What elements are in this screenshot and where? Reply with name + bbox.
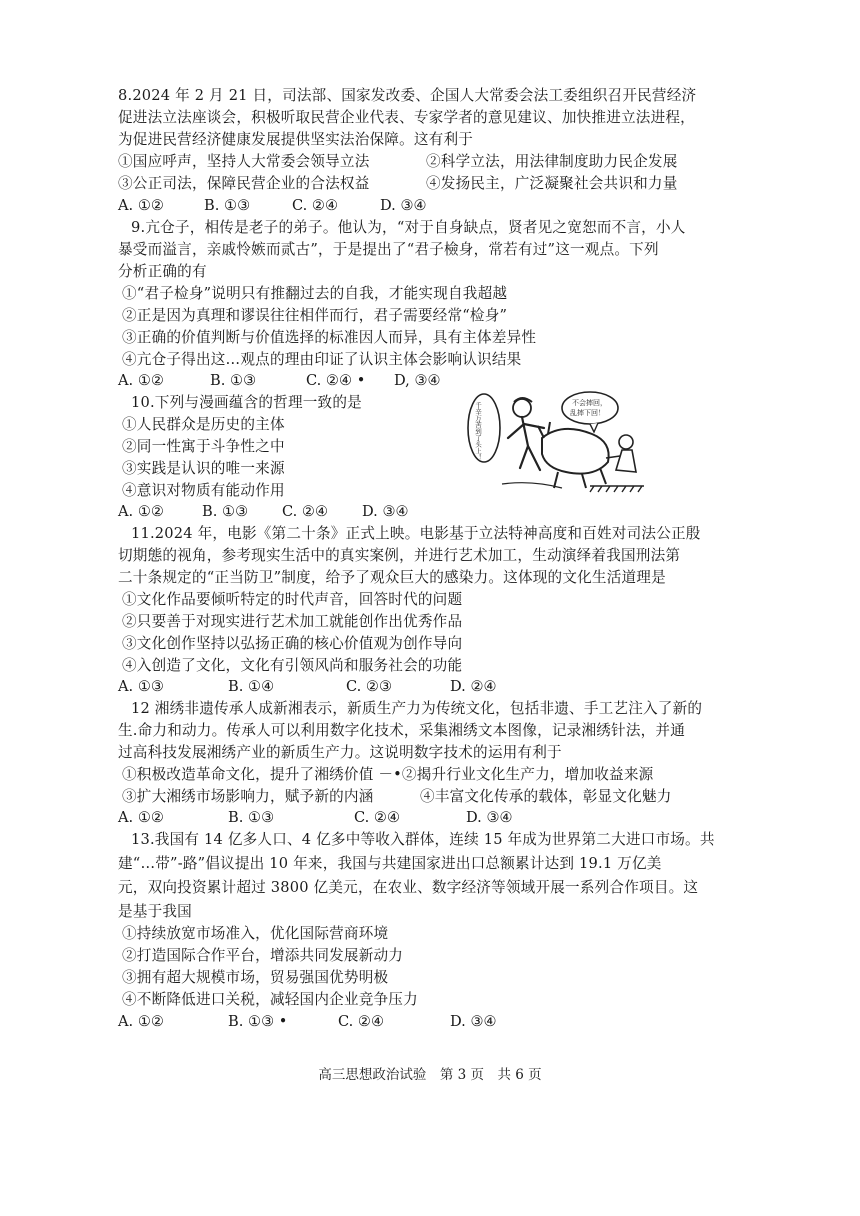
q8-option-c: C. ②④ — [292, 197, 339, 214]
q9-stem-line: 9.亢仓子，相传是老子的弟子。他认为，“对于自身缺点，贤者见之宽恕而不言，小人 — [131, 219, 686, 236]
q9-option-a: A. ①② — [118, 372, 164, 389]
q12-item: ③扩大湘绣市场影响力，赋予新的内涵 — [122, 788, 374, 805]
right-bubble-text-line2: 乱摔下回！ — [570, 409, 605, 417]
page-footer: 高三思想政治试验 第 3 页 共 6 页 — [318, 1067, 542, 1083]
left-bubble-text: 千辛万苦到了头上！ — [474, 402, 482, 461]
q10-item: ①人民群众是历史的主体 — [122, 416, 285, 433]
q8-option-b: B. ①③ — [204, 197, 251, 214]
q8-item: ①国应呼声，坚持人大常委会领导立法 — [118, 153, 370, 170]
q12-option-d: D. ③④ — [466, 809, 513, 826]
q11-item: ①文化作品要倾听特定的时代声音，回答时代的问题 — [122, 591, 463, 608]
q9-item: ②正是因为真理和谬误往往相伴而行，君子需要经常“检身” — [122, 307, 508, 324]
q12-option-c: C. ②④ — [354, 809, 401, 826]
q9-option-c: C. ②④ • — [306, 372, 366, 389]
q10-item: ③实践是认识的唯一来源 — [122, 460, 285, 477]
animal-body — [542, 429, 609, 474]
ground-line — [502, 483, 562, 488]
left-speech-bubble — [468, 394, 500, 462]
q13-option-d: D. ③④ — [450, 1013, 497, 1030]
q9-option-d: D, ③④ — [394, 372, 441, 389]
old-man-head — [619, 435, 633, 449]
bubble-tail — [590, 423, 598, 432]
q8-item: ④发扬民主，广泛凝聚社会共识和力量 — [426, 175, 678, 192]
q12-option-b: B. ①③ — [228, 809, 275, 826]
q10-item: ④意识对物质有能动作用 — [122, 482, 285, 499]
q12-option-a: A. ①② — [118, 809, 164, 826]
q10-stem: 10.下列与漫画蕴含的哲理一致的是 — [131, 394, 362, 411]
q13-item: ②打造国际合作平台，增添共同发展新动力 — [122, 947, 404, 964]
q9-item: ③正确的价值判断与价值选择的标准因人而异，具有主体差异性 — [122, 329, 537, 346]
q11-item: ④入创造了文化，文化有引领风尚和服务社会的功能 — [122, 657, 463, 674]
q11-stem-line: 11.2024 年，电影《第二十条》正式上映。电影基于立法特神高度和百姓对司法公正殷 — [131, 525, 701, 542]
q10-item: ②同一性寓于斗争性之中 — [122, 438, 285, 455]
q11-option-c: C. ②③ — [346, 678, 393, 695]
right-speech-bubble — [562, 392, 618, 424]
q13-item: ④不断降低进口关税，减轻国内企业竞争压力 — [122, 991, 418, 1008]
cartoon-svg — [462, 388, 654, 498]
cartoon-illustration — [462, 388, 654, 498]
old-man-robe — [616, 450, 636, 472]
q8-stem-line: 为促进民营经济健康发展提供坚实法治保障。这有利于 — [118, 131, 474, 148]
q11-option-a: A. ①③ — [118, 678, 164, 695]
q9-item: ④亢仓子得出这…观点的理由印证了认识主体会影响认识结果 — [122, 351, 522, 368]
q13-stem-line: 元，双向投资累计超过 3800 亿美元，在农业、数字经济等领域开展一系列合作项目。这 — [118, 879, 699, 896]
q10-option-a: A. ①② — [118, 503, 164, 520]
q9-option-b: B. ①③ — [210, 372, 257, 389]
q13-stem-line: 建“…带”-路”倡议提出 10 年来，我国与共建国家进出口总额累计达到 19.1 万亿美 — [118, 855, 662, 872]
q11-option-d: D. ②④ — [450, 678, 497, 695]
q11-option-b: B. ①④ — [228, 678, 275, 695]
q8-item: ②科学立法，用法律制度助力民企发展 — [426, 153, 678, 170]
q8-stem-line: 促进法立法座谈会，积极听取民营企业代表、专家学者的意见建议、加快推进立法进程， — [118, 109, 695, 126]
q13-option-a: A. ①② — [118, 1013, 164, 1030]
q9-stem-line: 暴受而溢言，亲戚怜嫉而贰古”，于是提出了“君子檢身，常若有过”这一观点。下列 — [118, 241, 659, 258]
q10-option-d: D. ③④ — [362, 503, 409, 520]
q8-item: ③公正司法，保障民营企业的合法权益 — [118, 175, 370, 192]
q9-stem-line: 分析正确的有 — [118, 263, 207, 280]
ground-hatch — [590, 486, 644, 492]
figure-body — [508, 417, 544, 470]
q9-item: ①“君子检身”说明只有推翻过去的自我，才能实现自我超越 — [122, 285, 508, 302]
q11-stem-line: 切期態的视角，参考现实生活中的真实案例，并进行艺术加工，生动演绎着我国刑法第 — [118, 547, 681, 564]
q10-option-c: C. ②④ — [282, 503, 329, 520]
q11-item: ②只要善于对现实进行艺术加工就能创作出优秀作品 — [122, 613, 463, 630]
right-bubble-text-line1: 不会摔回， — [572, 399, 607, 407]
q8-stem-line: 8.2024 年 2 月 21 日，司法部、国家发改委、企国人大常委会法工委组织召开民营经济 — [118, 87, 697, 104]
q12-stem-line: 生.命力和动力。传承人可以利用数字化技术，采集湘绣文本图像，记录湘绣针法，并通 — [118, 722, 686, 739]
q11-item: ③文化创作坚持以弘扬正确的核心价值观为创作导向 — [122, 635, 463, 652]
q10-option-b: B. ①③ — [202, 503, 249, 520]
q13-stem-line: 是基于我国 — [118, 903, 192, 920]
q13-item: ③拥有超大规模市场，贸易强国优势明极 — [122, 969, 389, 986]
q12-stem-line: 过高科技发展湘绣产业的新质生产力。这说明数字技术的运用有利于 — [118, 744, 562, 761]
q12-item: ④丰富文化传承的载体，彰显文化魅力 — [420, 788, 672, 805]
q13-option-b: B. ①③ • — [228, 1013, 288, 1030]
q13-option-c: C. ②④ — [338, 1013, 385, 1030]
q8-option-a: A. ①② — [118, 197, 164, 214]
q11-stem-line: 二十条规定的“正当防卫”制度，给予了观众巨大的感染力。这体现的文化生活道理是 — [118, 569, 666, 586]
q13-item: ①持续放宽市场准入，优化国际营商环境 — [122, 925, 389, 942]
q13-stem-line: 13.我国有 14 亿多人口、4 亿多中等收入群体，连续 15 年成为世界第二大进口市场。共 — [131, 831, 715, 848]
q12-items-row: ①积极改造革命文化，提升了湘绣价值 －•②揭升行业文化生产力，增加收益来源 — [122, 766, 654, 783]
q8-option-d: D. ③④ — [380, 197, 427, 214]
q12-stem-line: 12 湘绣非遗传承人成新湘表示，新质生产力为传统文化，包括非遗、手工艺注入了新的 — [131, 700, 703, 717]
